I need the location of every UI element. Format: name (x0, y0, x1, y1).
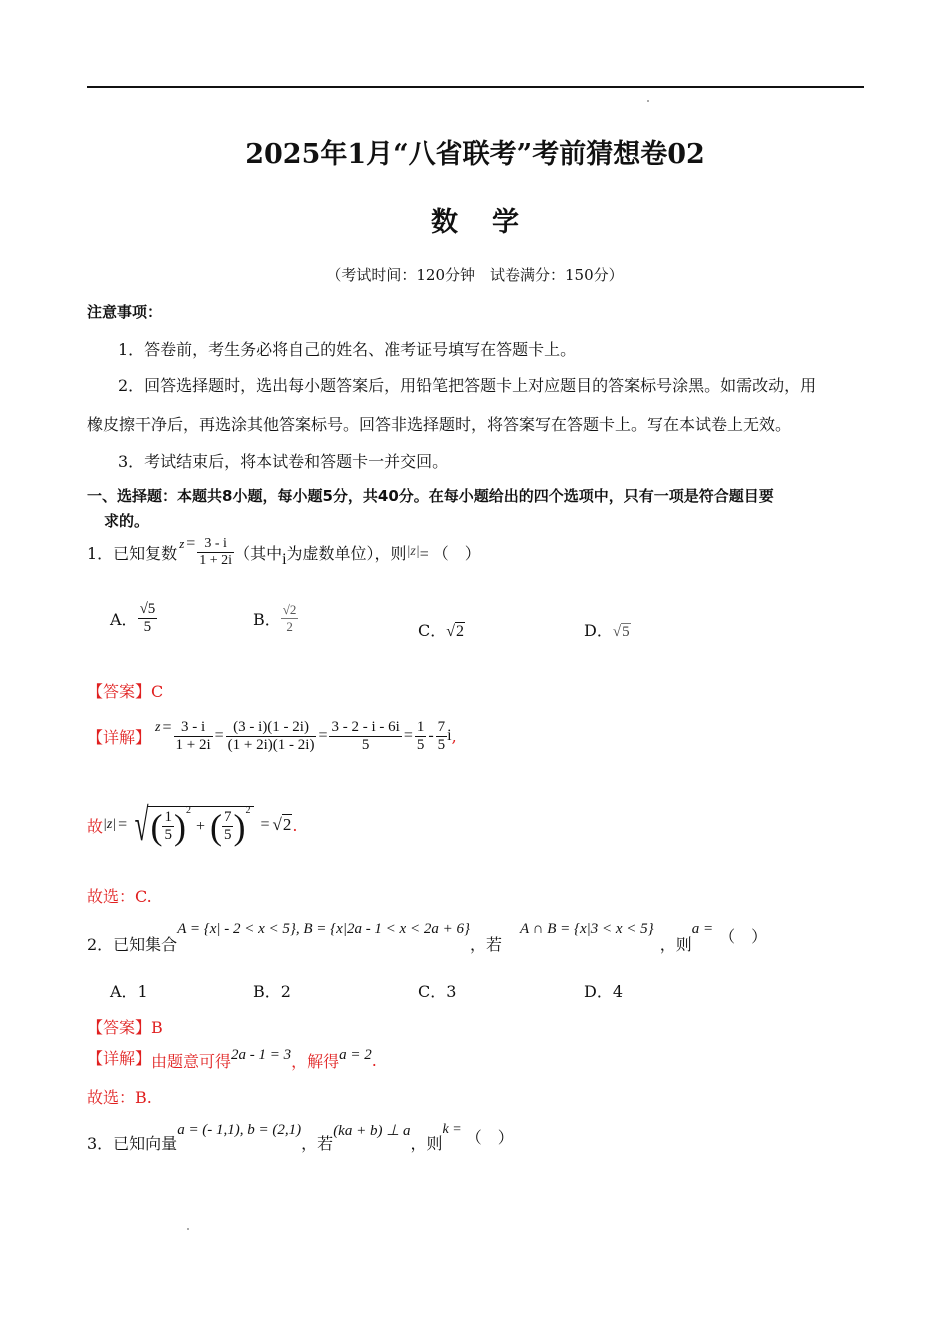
q1-detail-comma: , (451, 726, 457, 746)
q2-detail-eq1: 2a - 1 = 3 (231, 1047, 292, 1063)
q1-detail-eq4: = (403, 727, 413, 744)
q1-modulus-eq2: = (260, 816, 270, 833)
q3-mid2: ，则 (410, 1133, 443, 1153)
q1-detail-frac3-num: 3 - 2 - i - 6i (331, 718, 400, 735)
q1-detail (87, 712, 457, 760)
exam-meta: （考试时间：120分钟 试卷满分：150分） (326, 266, 624, 284)
paren-close-b: ) (233, 806, 246, 847)
q1-modulus-frac-a-num: 1 (164, 809, 172, 825)
q2-prefix: 2．已知集合 (87, 934, 178, 954)
q1-detail-frac3 (329, 719, 401, 754)
q1-detail-label: 【详解】 (87, 727, 152, 747)
q1-modulus-period: . (292, 815, 298, 835)
paren-open: ( (150, 806, 163, 847)
q1-modulus-frac-b (222, 809, 234, 844)
q1-option-c-sqrt: √2 (446, 623, 465, 640)
question-2-stem (87, 914, 767, 956)
q2-mid2: ，则 (659, 934, 692, 954)
q1-option-a (110, 593, 157, 643)
q1-modulus (87, 796, 297, 854)
q1-modulus-frac-a (162, 809, 174, 844)
q2-detail-text1: 由题意可得 (151, 1052, 232, 1071)
q1-modulus-frac-a-den: 5 (164, 827, 172, 843)
q1-option-d-sqrt: √5 (612, 624, 630, 640)
note-item-1: 1．答卷前，考生务必将自己的姓名、准考证号填写在答题卡上。 (118, 340, 577, 359)
q3-cond: (ka + b) ⊥ a (333, 1122, 411, 1139)
q1-detail-i: i (447, 727, 452, 744)
q2-sets: A = {x| - 2 < x < 5}, B = {x|2a - 1 < x < 2a + 6} (177, 920, 470, 937)
q2-detail (87, 1046, 377, 1069)
q1-modulus-gu: 故 (87, 816, 104, 836)
q1-detail-frac4-num: 1 (416, 718, 425, 735)
q1-option-b-num: √2 (282, 601, 297, 617)
q1-i: i (282, 551, 287, 568)
paren-open-b: ( (209, 806, 222, 847)
q1-suffix: = （ ） (419, 545, 481, 563)
note-item-2-line2: 橡皮擦干净后，再选涂其他答案标号。回答非选择题时，将答案写在答题卡上。写在本试卷上无效。 (87, 415, 792, 434)
q1-choose: 故选：C. (87, 887, 152, 906)
q1-option-a-fraction (138, 601, 158, 636)
section-heading-line2: 求的。 (104, 512, 150, 530)
q2-detail-period: . (371, 1051, 377, 1070)
q1-option-c (418, 618, 465, 641)
q1-detail-z: z (155, 720, 161, 735)
q1-option-d-value: 5 (622, 624, 630, 640)
q1-detail-frac5-num: 7 (437, 718, 446, 735)
question-1-stem (87, 530, 481, 574)
q1-option-b-fraction (281, 602, 299, 635)
q1-z: z (179, 536, 185, 551)
paren-close: ) (173, 806, 186, 847)
speck (647, 100, 649, 102)
q2-option-d: D．4 (584, 982, 624, 1001)
q1-option-c-value: 2 (456, 623, 465, 640)
q1-detail-minus: - (428, 727, 434, 744)
q1-modulus-result: √2 (272, 815, 292, 834)
header-rule (87, 86, 864, 88)
section-heading-line1: 一、选择题：本题共8小题，每小题5分，共40分。在每小题给出的四个选项中，只有一项是符合题目要 (87, 487, 774, 505)
q1-modulus-radicand (148, 806, 254, 845)
q2-answer: 【答案】B (87, 1018, 163, 1037)
q1-mid1: （其中 (234, 543, 283, 563)
q1-detail-frac1-den: 1 + 2i (175, 736, 211, 753)
q1-detail-frac5 (436, 719, 448, 754)
q2-option-b: B．2 (253, 982, 291, 1001)
q3-suffix: （ ） (465, 1127, 514, 1147)
q1-modulus-frac-b-den: 5 (223, 827, 232, 843)
q1-modulus-result-value: 2 (282, 815, 292, 834)
q1-detail-frac2 (226, 719, 317, 754)
question-3-stem (87, 1118, 514, 1154)
q2-choose: 故选：B. (87, 1088, 152, 1107)
q3-mid: ，若 (301, 1133, 334, 1153)
q1-detail-frac2-num: (3 - i)(1 - 2i) (226, 719, 317, 737)
notes-heading: 注意事项： (87, 303, 163, 321)
q1-fraction (197, 536, 234, 569)
q2-option-a: A．1 (110, 982, 148, 1001)
q1-option-b-den: 2 (286, 618, 293, 634)
q1-modulus-plus: + (195, 817, 205, 835)
note-item-3: 3．考试结束后，将本试卷和答题卡一并交回。 (118, 452, 449, 471)
q1-prefix: 1．已知复数 (87, 543, 178, 563)
q1-fraction-num: 3 - i (197, 536, 234, 553)
q1-mid2: 为虚数单位），则 (286, 543, 407, 563)
q2-detail-text2: ，解得 (291, 1052, 340, 1071)
q2-a: a = (691, 920, 714, 937)
q3-vectors: a = (- 1,1), b = (2,1) (177, 1121, 302, 1138)
q2-cond: A ∩ B = {x|3 < x < 5} (519, 920, 654, 937)
q1-modulus-eq: = (118, 816, 128, 833)
q1-detail-frac5-den: 5 (437, 736, 446, 753)
speck-bottom (187, 1228, 189, 1230)
q1-modulus-sqrt (129, 799, 254, 850)
q2-suffix: （ ） (719, 926, 768, 946)
q1-modulus-abs: |z| (103, 817, 117, 832)
q1-detail-eq3: = (318, 727, 328, 744)
q1-detail-frac3-den: 5 (361, 736, 370, 753)
q1-option-b-label: B． (253, 609, 281, 629)
page-title: 2025年1月“八省联考”考前猜想卷02 (245, 139, 705, 170)
q1-detail-frac1 (174, 719, 213, 754)
q1-fraction-den: 1 + 2i (199, 552, 233, 568)
q1-detail-frac4 (415, 719, 427, 754)
q1-detail-eq1: = (162, 719, 172, 736)
note-item-2-line1: 2．回答选择题时，选出每小题答案后，用铅笔把答题卡上对应题目的答案标号涂黑。如需改动，用 (118, 376, 817, 395)
subject-title: 数学 (431, 207, 553, 238)
q3-k: k = (442, 1122, 462, 1137)
q2-detail-eq2: a = 2 (339, 1047, 372, 1063)
q1-option-a-den: 5 (143, 618, 152, 635)
q2-mid: ，若 (469, 934, 502, 954)
exponent-a: 2 (185, 805, 191, 816)
q1-detail-frac1-num: 3 - i (174, 719, 213, 737)
q3-prefix: 3．已知向量 (87, 1133, 178, 1153)
q1-eq: = (186, 535, 196, 552)
radical-sign: √ (134, 799, 149, 850)
q1-option-d (584, 618, 631, 641)
q1-option-a-label: A． (110, 609, 138, 629)
q1-modulus-frac-b-num: 7 (223, 809, 232, 825)
q2-option-c: C．3 (418, 982, 457, 1001)
q1-detail-eq2: = (214, 727, 224, 744)
q1-option-b (253, 595, 298, 641)
q1-option-a-num: √5 (139, 600, 156, 617)
exponent-b: 2 (245, 805, 251, 816)
q1-option-d-label: D． (584, 621, 613, 640)
q1-answer: 【答案】C (87, 682, 164, 701)
q1-detail-frac4-den: 5 (416, 736, 425, 753)
q1-option-c-label: C． (418, 621, 447, 640)
q2-detail-label: 【详解】 (87, 1049, 152, 1068)
q1-detail-frac2-den: (1 + 2i)(1 - 2i) (227, 736, 315, 753)
q1-abs-z: |z| (406, 544, 420, 559)
